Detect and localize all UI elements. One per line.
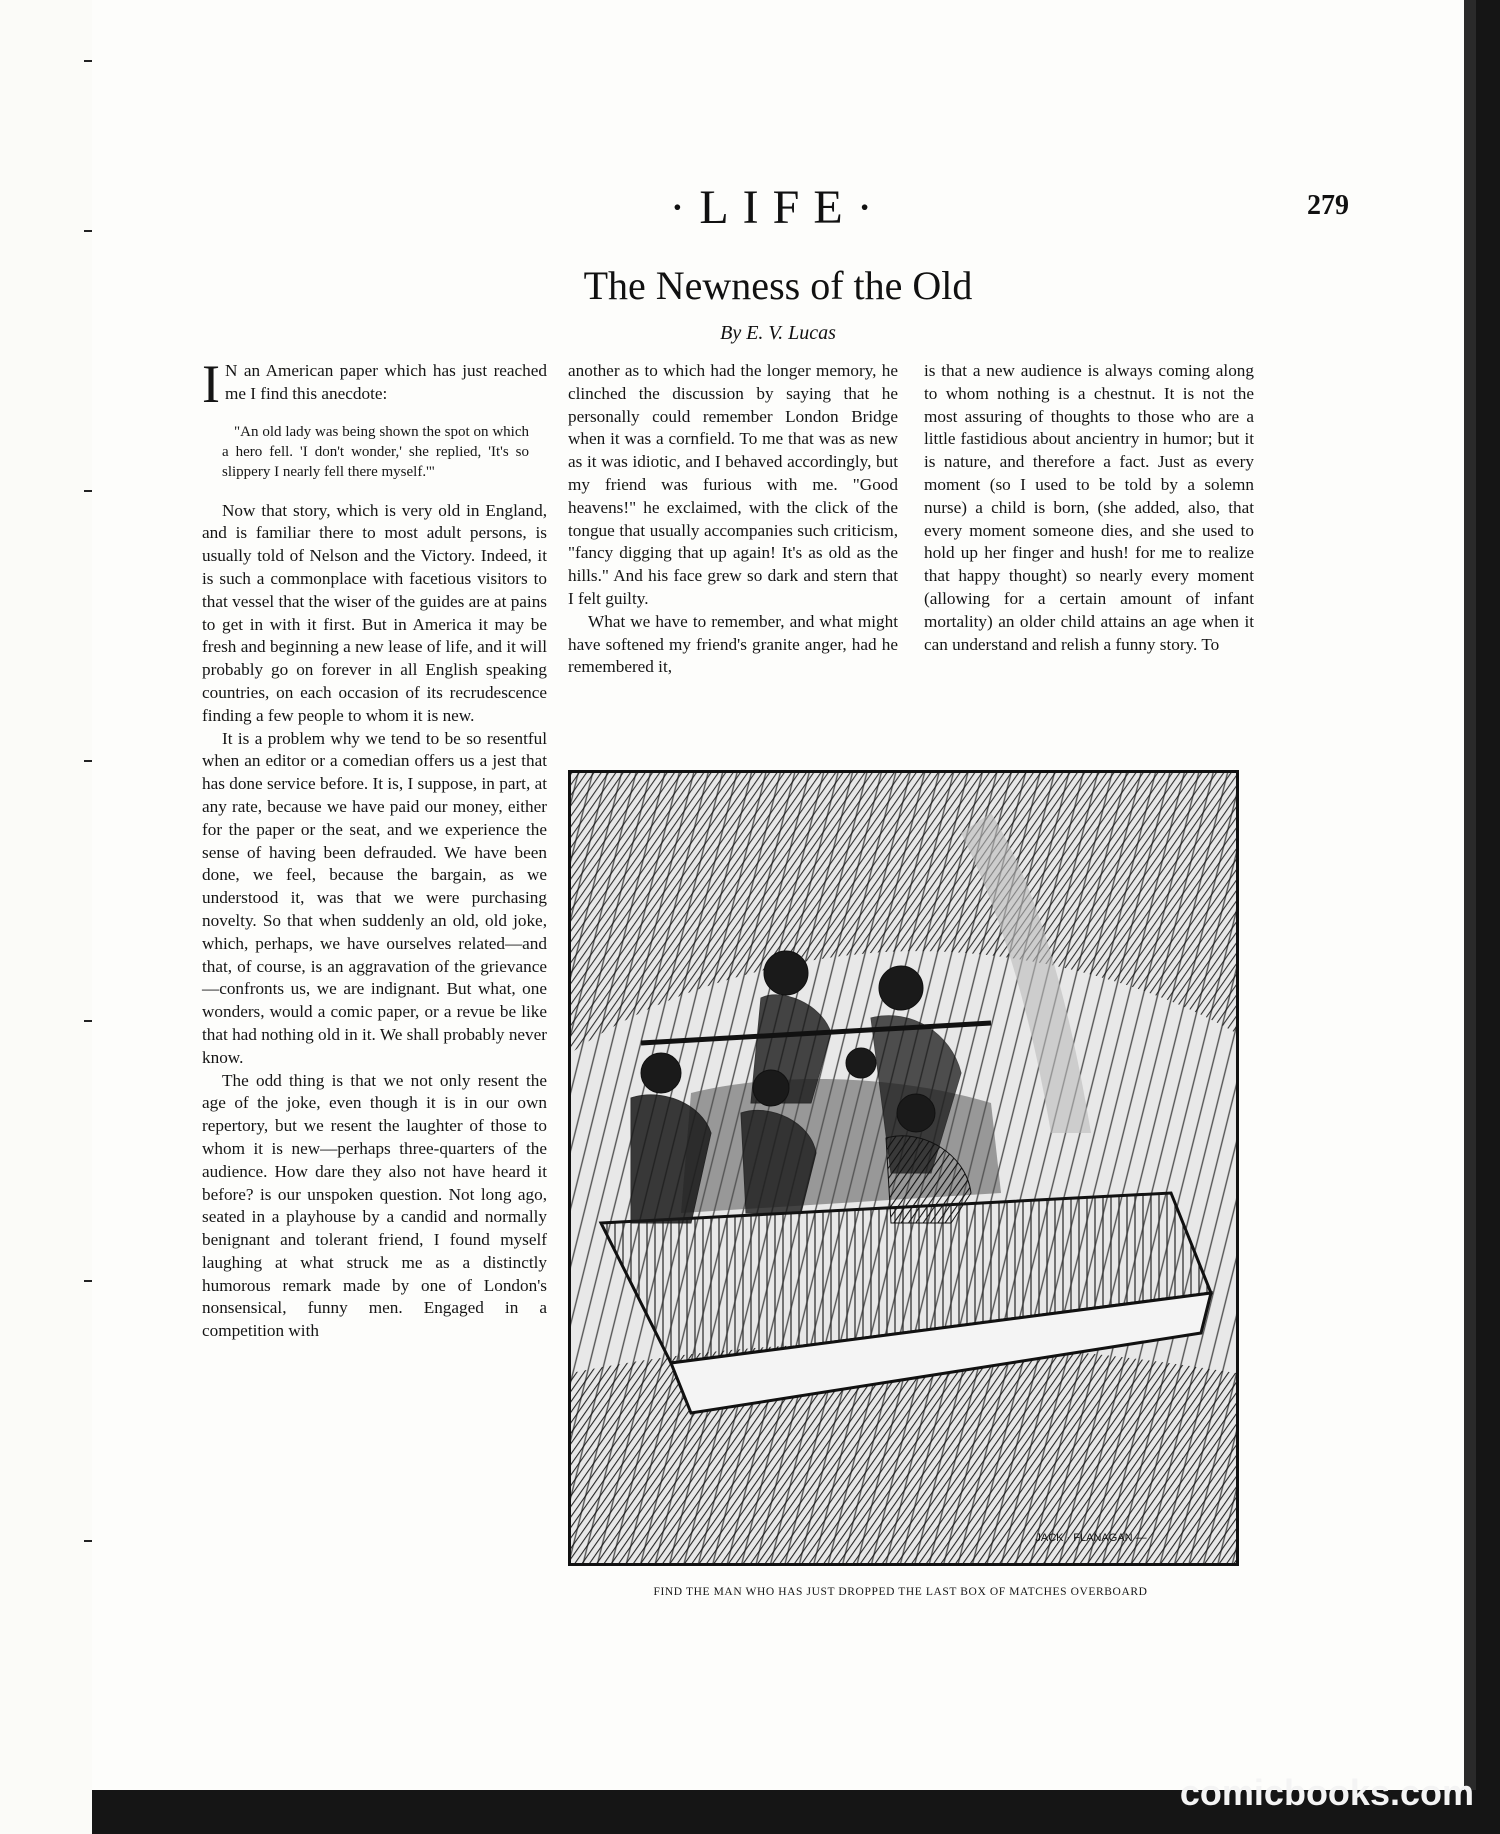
paragraph: What we have to remember, and what might have softened my friend's granite anger, had he remembered it, bbox=[568, 611, 898, 677]
drop-cap: I bbox=[202, 354, 220, 414]
illustration-drawing bbox=[571, 773, 1236, 1563]
masthead: ·LIFE· bbox=[669, 181, 887, 234]
page-number: 279 bbox=[1307, 190, 1349, 221]
page-shadow-edge bbox=[1464, 0, 1476, 1790]
illustration-caption: FIND THE MAN WHO HAS JUST DROPPED THE LAST BOX OF MATCHES OVERBOARD bbox=[653, 1586, 1148, 1598]
paragraph: The odd thing is that we not only resent the age of the joke, even though it is in our own repertory, but we resent the laughter of those to whom it is new—perhaps three-quarters of the audience. How dare they also not have heard it before? is our unspoken question. Not long ago, seated in a playhouse by a candid and normally benignant and tolerant friend, I found myself laughing at what struck me as a distinctly humorous remark made by one of London's nonsensical, funny men. Engaged in a competition with bbox=[202, 1070, 547, 1341]
byline: By E. V. Lucas bbox=[720, 322, 836, 344]
article-title: The Newness of the Old bbox=[583, 263, 973, 308]
text-column-3 bbox=[924, 360, 1254, 656]
boat-in-rain-illustration bbox=[568, 770, 1239, 1566]
paragraph: I N an American paper which has just reached me I find this anecdote: bbox=[202, 354, 547, 414]
quoted-anecdote: "An old lady was being shown the spot on which a hero fell. 'I don't wonder,' she replied, 'It's so slippery I nearly fell there myself.'" bbox=[222, 423, 529, 480]
paragraph: is that a new audience is always coming along to whom nothing is a chestnut. It is not the most assuring of thoughts to those who are a little fastidious about ancientry in humor; but it is nature, and therefore a fact. Just as every moment (so I used to be told by a solemn nurse) a child is born, (she added, also, that every moment someone dies, and she used to hold up her finger and hush! for me to realize that happy thought) so nearly every moment (allowing for a certain amount of infant mortality) an older child attains an age when it can understand and relish a funny story. To bbox=[924, 361, 1254, 654]
text-column-1 bbox=[202, 354, 547, 1343]
watermark: comicbooks.com bbox=[1179, 1772, 1474, 1813]
magazine-page bbox=[92, 0, 1464, 1790]
artist-signature: JACK · FLANAGAN — bbox=[1035, 1532, 1147, 1544]
paragraph: It is a problem why we tend to be so resentful when an editor or a comedian offers us a jest that has done service before. It is, I suppose, in part, at any rate, because we have paid our money, either for the paper or the seat, and we experience the sense of having been defrauded. We have been done, we feel, because the bargain, as we understood it, was that we were purchasing novelty. So that when suddenly an old, old joke, which, perhaps, we have ourselves related—and that, of course, is an aggravation of the grievance—confronts us, we are indignant. But what, one wonders, would a comic paper, or a revue be like that had nothing old in it. We shall probably never know. bbox=[202, 728, 547, 1067]
paragraph: another as to which had the longer memory, he clinched the discussion by saying that he personally could remember London Bridge when it was a cornfield. To me that was as new as it was idiotic, and I behaved accordingly, but my friend was furious with me. "Good heavens!" he exclaimed, with the click of the tongue that usually accompanies such criticism, "fancy digging that up again! It's as old as the hills." And his face grew so dark and stern that I felt guilty. bbox=[568, 361, 898, 608]
text-column-2 bbox=[568, 360, 898, 679]
facing-page-edge bbox=[0, 0, 95, 1834]
paragraph: Now that story, which is very old in England, and is familiar there to most adult persons, is usually told of Nelson and the Victory. Indeed, it is such a commonplace with facetious visitors to that vessel that the wiser of the guides are at pains to get in with it first. But in America it may be fresh and beginning a new lease of life, and it will probably go on forever in all English speaking countries, on each occasion of its recrudescence finding a few people to whom it is new. bbox=[202, 500, 547, 725]
